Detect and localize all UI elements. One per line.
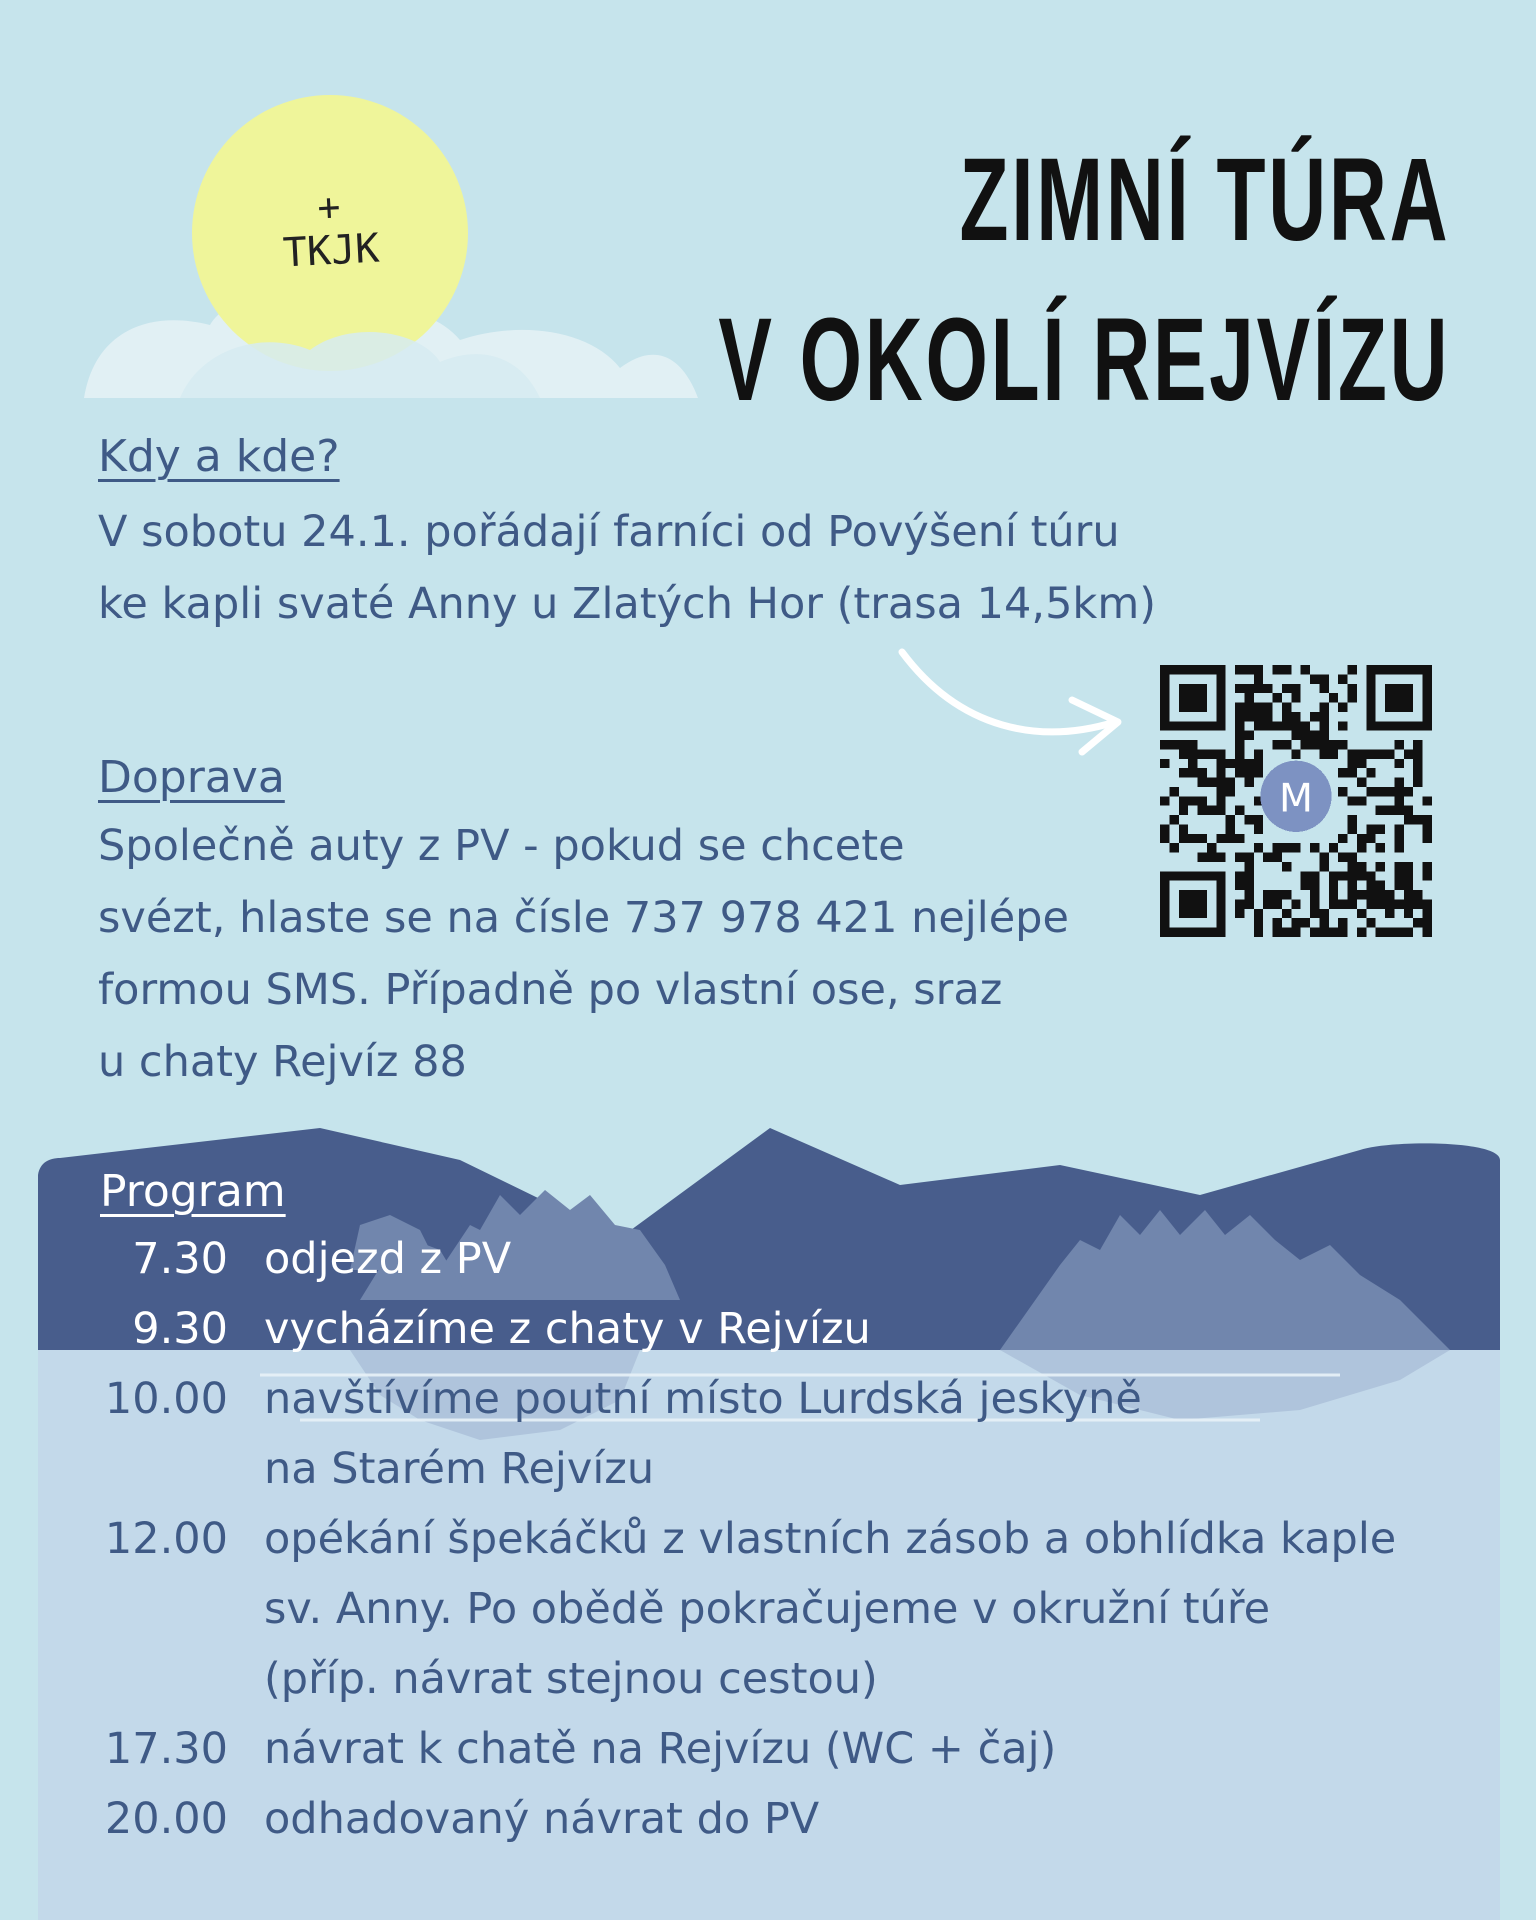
program-time: 10.00 bbox=[104, 1374, 228, 1424]
program-time bbox=[100, 1434, 264, 1504]
program-time bbox=[100, 1644, 264, 1714]
when-where-line-2: ke kapli svaté Anny u Zlatých Hor (trasa 14,5km) bbox=[98, 579, 1156, 629]
page-title bbox=[718, 120, 1450, 440]
program-section bbox=[100, 1160, 1500, 1854]
title-line-1: ZIMNÍ TÚRA bbox=[959, 134, 1450, 266]
arrow-illustration bbox=[902, 652, 1115, 732]
program-description: na Starém Rejvízu bbox=[264, 1444, 655, 1494]
program-description: odhadovaný návrat do PV bbox=[264, 1794, 820, 1844]
program-description: vycházíme z chaty v Rejvízu bbox=[264, 1304, 871, 1354]
program-time: 12.00 bbox=[104, 1514, 228, 1564]
program-list bbox=[100, 1224, 1500, 1854]
when-where-section bbox=[98, 426, 1348, 640]
transport-line-1: Společně auty z PV - pokud se chcete bbox=[98, 821, 905, 871]
program-time: 7.30 bbox=[132, 1234, 228, 1284]
program-description: (příp. návrat stejnou cestou) bbox=[264, 1654, 878, 1704]
program-row bbox=[100, 1574, 1500, 1644]
program-description: sv. Anny. Po obědě pokračujeme v okružní túře bbox=[264, 1584, 1271, 1634]
tkjk-badge bbox=[178, 177, 482, 281]
program-row bbox=[100, 1504, 1500, 1574]
program-description: návrat k chatě na Rejvízu (WC + čaj) bbox=[264, 1724, 1057, 1774]
program-heading: Program bbox=[100, 1166, 286, 1217]
program-row bbox=[100, 1714, 1500, 1784]
title-line-2: V OKOLÍ REJVÍZU bbox=[718, 294, 1450, 426]
program-row bbox=[100, 1224, 1500, 1294]
program-description: odjezd z PV bbox=[264, 1234, 512, 1284]
program-row bbox=[100, 1784, 1500, 1854]
program-time: 20.00 bbox=[104, 1794, 228, 1844]
program-row bbox=[100, 1434, 1500, 1504]
cross-icon: + bbox=[316, 184, 342, 230]
transport-heading: Doprava bbox=[98, 752, 285, 803]
program-time bbox=[100, 1574, 264, 1644]
program-row bbox=[100, 1364, 1500, 1434]
program-description: opékání špekáčků z vlastních zásob a obhlídka kaple bbox=[264, 1514, 1397, 1564]
program-row bbox=[100, 1294, 1500, 1364]
when-where-line-1: V sobotu 24.1. pořádají farníci od Povýšení túru bbox=[98, 507, 1120, 557]
qr-logo-letter: M bbox=[1279, 775, 1313, 822]
transport-section bbox=[98, 746, 1148, 1098]
transport-line-3: formou SMS. Případně po vlastní ose, sraz bbox=[98, 965, 1003, 1015]
program-description: navštívíme poutní místo Lurdská jeskyně bbox=[264, 1374, 1142, 1424]
when-where-heading: Kdy a kde? bbox=[98, 431, 340, 482]
qr-code[interactable] bbox=[1160, 665, 1432, 937]
program-time: 9.30 bbox=[132, 1304, 228, 1354]
transport-line-4: u chaty Rejvíz 88 bbox=[98, 1037, 467, 1087]
badge-label: TKJK bbox=[281, 225, 381, 277]
transport-line-2: svézt, hlaste se na čísle 737 978 421 nejlépe bbox=[98, 893, 1069, 943]
program-row bbox=[100, 1644, 1500, 1714]
program-time: 17.30 bbox=[104, 1724, 228, 1774]
